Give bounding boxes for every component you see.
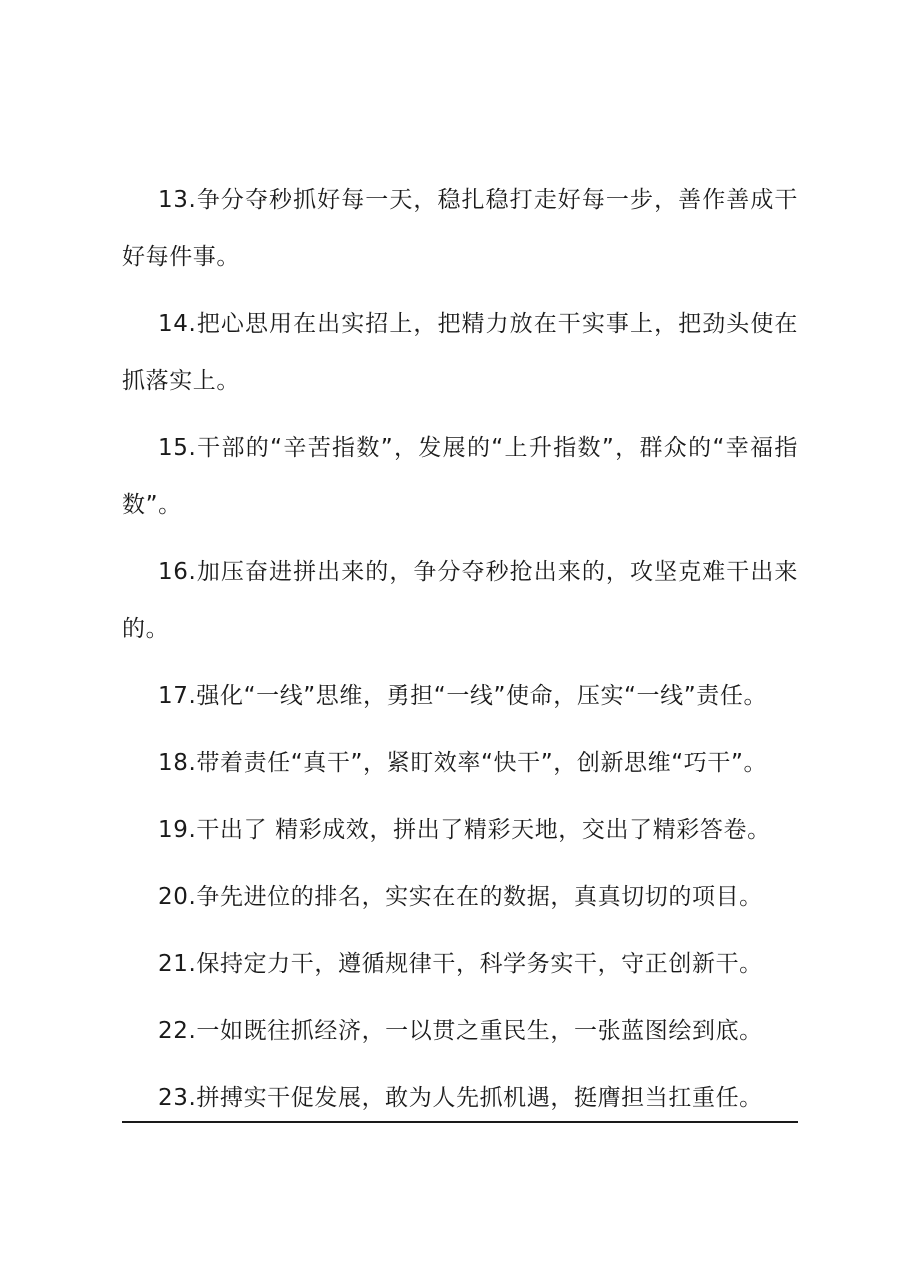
list-item: 22.一如既往抓经济，一以贯之重民生，一张蓝图绘到底。 [158,1018,763,1044]
list-item: 17.强化“一线”思维，勇担“一线”使命，压实“一线”责任。 [158,683,768,709]
list-item: 18.带着责任“真干”，紧盯效率“快干”，创新思维“巧干”。 [158,750,768,776]
document-body [122,172,798,1137]
list-item: 19.干出了 精彩成效，拼出了精彩天地，交出了精彩答卷。 [158,817,771,843]
list-item: 14.把心思用在出实招上，把精力放在干实事上，把劲头使在抓落实上。 [122,311,798,394]
list-item: 16.加压奋进拼出来的，争分夺秒抢出来的，攻坚克难干出来的。 [122,559,798,642]
list-item: 21.保持定力干，遵循规律干，科学务实干，守正创新干。 [158,951,763,977]
list-item: 13.争分夺秒抓好每一天，稳扎稳打走好每一步，善作善成干好每件事。 [122,187,798,270]
list-item: 20.争先进位的排名，实实在在的数据，真真切切的项目。 [158,884,763,910]
list-item: 15.干部的“辛苦指数”，发展的“上升指数”，群众的“幸福指数”。 [122,435,798,518]
list-item: 23.拼搏实干促发展，敢为人先抓机遇，挺膺担当扛重任。 [158,1085,763,1111]
footnote-divider [122,1121,798,1123]
